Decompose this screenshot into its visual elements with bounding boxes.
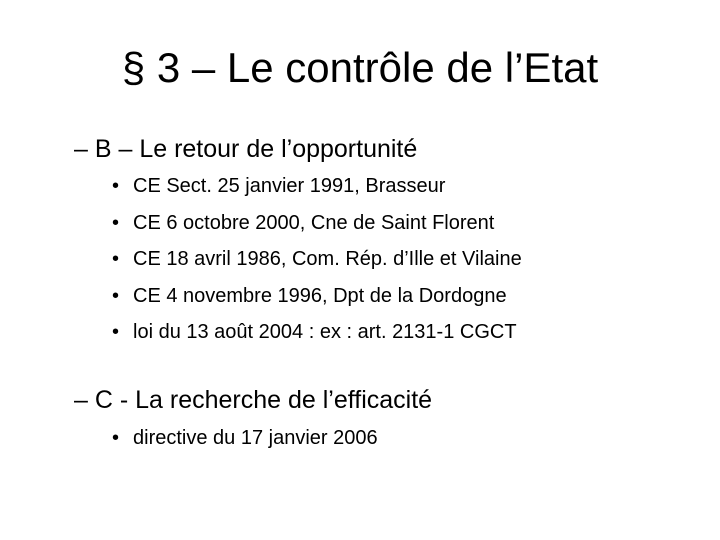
bullet-icon: • <box>112 321 120 343</box>
list-item <box>112 246 522 283</box>
bullet-icon: • <box>112 175 120 197</box>
bullet-icon: • <box>112 211 120 234</box>
section-heading-b: – B – Le retour de l’opportunité <box>74 135 418 163</box>
list-item <box>112 319 522 356</box>
bullet-icon: • <box>112 284 120 307</box>
bullet-list-c <box>112 425 378 462</box>
slide-title: § 3 – Le contrôle de l’Etat <box>121 44 599 91</box>
section-heading-c: – C - La recherche de l’efficacité <box>74 386 433 414</box>
list-item-text: directive du 17 janvier 2006 <box>133 427 378 449</box>
list-item-text: CE Sect. 25 janvier 1991, Brasseur <box>133 175 446 197</box>
list-item-text: CE 6 octobre 2000, Cne de Saint Florent <box>133 211 495 234</box>
list-item <box>112 173 522 210</box>
bullet-icon: • <box>112 427 120 449</box>
list-item <box>112 210 522 247</box>
list-item-text: CE 4 novembre 1996, Dpt de la Dordogne <box>133 284 507 307</box>
bullet-icon: • <box>112 248 120 270</box>
list-item-text: CE 18 avril 1986, Com. Rép. d’Ille et Vilaine <box>133 248 522 270</box>
bullet-list-b <box>112 173 522 356</box>
list-item <box>112 283 522 320</box>
list-item <box>112 425 378 462</box>
list-item-text: loi du 13 août 2004 : ex : art. 2131-1 CGCT <box>133 321 517 343</box>
